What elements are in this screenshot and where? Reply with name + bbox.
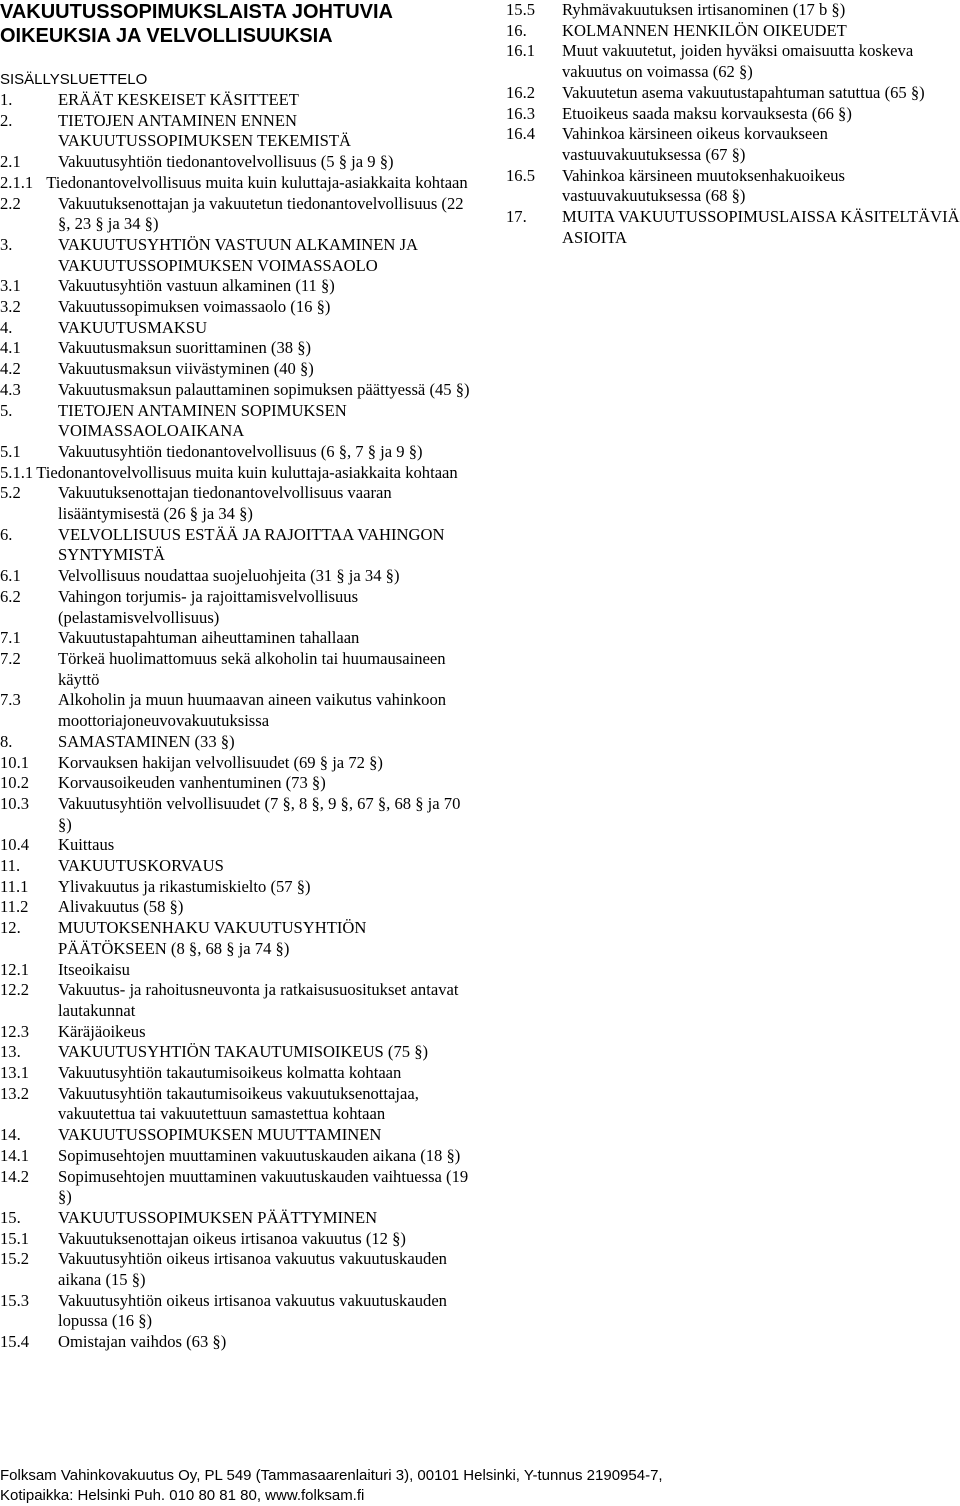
toc-entry-number: 12.1: [0, 959, 30, 979]
toc-entry-number: 14.: [0, 1125, 21, 1145]
toc-entry: [0, 90, 478, 111]
toc-entry: [0, 918, 478, 959]
toc-entry-number: 5.: [0, 400, 13, 420]
toc-entry: [0, 649, 478, 690]
toc-entry: [0, 1291, 478, 1332]
toc-entry-number: 1.: [0, 90, 13, 109]
toc-entry-text: Sopimusehtojen muuttaminen vakuutuskauden vaihtuessa (19 §): [58, 1166, 469, 1207]
toc-entry-number: 6.2: [0, 586, 21, 606]
toc-entry-number: 16.2: [506, 82, 536, 102]
toc-entry-text: Muut vakuutetut, joiden hyväksi omaisuutta koskeva vakuutus on voimassa (62 §): [562, 41, 914, 82]
toc-entry-text: Vahinkoa kärsineen oikeus korvaukseen vastuuvakuutuksessa (67 §): [562, 124, 828, 164]
toc-entry-text: Korvausoikeuden vanhentuminen (73 §): [58, 773, 326, 793]
toc-entry-text: Etuoikeus saada maksu korvauksesta (66 §): [562, 103, 852, 123]
toc-entry-text: MUUTOKSENHAKU VAKUUTUSYHTIÖN PÄÄTÖKSEEN (8 §, 68 § ja 74 §): [58, 918, 367, 958]
toc-entry-number: 2.1.1: [0, 172, 34, 192]
toc-entry: [0, 1229, 478, 1250]
toc-entry: [0, 318, 478, 339]
toc-entry: [506, 166, 960, 207]
toc-entry-text: Vakuutusyhtiön takautumisoikeus vakuutuksenottajaa, vakuutettua tai vakuutettuun samastettua kohtaan: [58, 1083, 419, 1124]
toc-entry-text: Vakuutus- ja rahoitusneuvonta ja ratkaisusuositukset antavat lautakunnat: [58, 980, 459, 1020]
toc-entry-text: TIETOJEN ANTAMINEN SOPIMUKSEN VOIMASSAOLOAIKANA: [58, 400, 347, 441]
toc-entry-number: 16.1: [506, 41, 536, 61]
toc-entry: [0, 980, 478, 1021]
toc-entry-text: Vakuutussopimuksen voimassaolo (16 §): [58, 297, 331, 317]
toc-entry-number: 11.2: [0, 897, 29, 917]
toc-entry-text: ERÄÄT KESKEISET KÄSITTEET: [58, 90, 299, 109]
toc-entry-number: 6.: [0, 524, 13, 544]
toc-entry: [0, 628, 478, 649]
toc-entry-text: Kuittaus: [58, 835, 115, 855]
footer: [0, 1466, 960, 1506]
toc-entry-number: 17.: [506, 207, 527, 227]
toc-entry: [0, 753, 478, 774]
toc-entry: [0, 1146, 478, 1167]
toc-entry-number: 8.: [0, 731, 13, 751]
toc-entry-number: 16.: [506, 20, 527, 40]
toc-entry: [0, 1332, 478, 1353]
toc-entry-number: 3.1: [0, 276, 21, 296]
toc-entry: [506, 21, 960, 42]
toc-entry-text: Vakuutuksenottajan ja vakuutetun tiedonantovelvollisuus (22 §, 23 § ja 34 §): [58, 193, 464, 234]
toc-entry-text: Vakuutuksenottajan tiedonantovelvollisuus vaaran lisääntymisestä (26 § ja 34 §): [58, 483, 392, 524]
toc-entry-number: 12.3: [0, 1021, 30, 1041]
page-title: [0, 0, 440, 48]
toc-entry-number: 12.: [0, 918, 21, 938]
toc-entry-number: 15.3: [0, 1290, 30, 1310]
toc-entry: [506, 104, 960, 125]
toc-entry-text: VAKUUTUSMAKSU: [58, 317, 208, 337]
toc-entry: [0, 194, 478, 235]
toc-entry-text: Vakuutusyhtiön oikeus irtisanoa vakuutus vakuutuskauden aikana (15 §): [58, 1249, 447, 1290]
toc-entry: [506, 83, 960, 104]
toc-entry: [0, 690, 478, 731]
toc-entry-text: Vakuutusyhtiön tiedonantovelvollisuus (6 §, 7 § ja 9 §): [58, 441, 423, 461]
toc-entry-text: Velvollisuus noudattaa suojeluohjeita (31 § ja 34 §): [58, 566, 400, 586]
toc-entry-number: 15.5: [506, 0, 536, 19]
toc-entry: [0, 1125, 478, 1146]
toc-entry: [506, 41, 960, 82]
toc-entry-text: Törkeä huolimattomuus sekä alkoholin tai huumausaineen käyttö: [58, 648, 446, 689]
toc-entry-number: 2.1: [0, 152, 21, 172]
toc-entry-text: Vahingon torjumis- ja rajoittamisvelvollisuus (pelastamisvelvollisuus): [58, 586, 359, 627]
toc-entry-text: TIETOJEN ANTAMINEN ENNEN VAKUUTUSSOPIMUKSEN TEKEMISTÄ: [58, 110, 352, 151]
toc-entry-number: 7.2: [0, 648, 21, 668]
page-title-line-2: OIKEUKSIA JA VELVOLLISUUKSIA: [0, 25, 333, 47]
toc-entry-number: 13.: [0, 1042, 21, 1062]
toc-entry-number: 3.: [0, 234, 13, 254]
toc-entry-number: 12.2: [0, 980, 30, 1000]
toc-entry: [0, 773, 478, 794]
toc-entry: [0, 359, 478, 380]
toc-right-column: [506, 0, 960, 248]
toc-entry-number: 10.4: [0, 835, 30, 855]
toc-entry: [0, 794, 478, 835]
footer-line-2: Kotipaikka: Helsinki Puh. 010 80 81 80, www.folksam.fi: [0, 1487, 365, 1504]
toc-entry-text: KOLMANNEN HENKILÖN OIKEUDET: [562, 20, 847, 40]
toc-entry-text: VAKUUTUSSOPIMUKSEN PÄÄTTYMINEN: [58, 1207, 378, 1227]
toc-entry: [0, 1022, 478, 1043]
toc-entry-text: Vakuutuksenottajan oikeus irtisanoa vakuutus (12 §): [58, 1228, 406, 1248]
toc-entry: [0, 897, 478, 918]
toc-entry-number: 4.2: [0, 359, 21, 379]
toc-entry-number: 7.3: [0, 690, 21, 710]
toc-entry-text: Itseoikaisu: [58, 959, 130, 979]
toc-entry-text: Vakuutusmaksun palauttaminen sopimuksen päättyessä (45 §): [58, 379, 470, 399]
toc-entry-number: 15.: [0, 1207, 21, 1227]
toc-entry-text: Tiedonantovelvollisuus muita kuin kuluttaja-asiakkaita kohtaan: [36, 462, 458, 482]
toc-entry-text: Vakuutetun asema vakuutustapahtuman satuttua (65 §): [562, 82, 925, 102]
toc-entry: [0, 1249, 478, 1290]
toc-entry-text: VAKUUTUSSOPIMUKSEN MUUTTAMINEN: [58, 1125, 382, 1145]
toc-entry-text: Vakuutusmaksun viivästyminen (40 §): [58, 359, 314, 379]
toc-entry-text: Käräjäoikeus: [58, 1021, 146, 1041]
toc-entry: [0, 401, 478, 442]
toc-entry: [0, 1167, 478, 1208]
toc-entry-number: 5.1.1: [0, 462, 34, 482]
toc-entry-number: 13.2: [0, 1083, 30, 1103]
toc-entry: [506, 124, 960, 165]
toc-entry: [0, 566, 478, 587]
toc-entry-number: 15.2: [0, 1249, 30, 1269]
toc-entry: [0, 483, 478, 524]
toc-left-column: [0, 90, 478, 1353]
toc-entry-text: Vakuutusyhtiön velvollisuudet (7 §, 8 §, 9 §, 67 §, 68 § ja 70 §): [58, 793, 461, 834]
toc-entry-text: Vakuutusyhtiön tiedonantovelvollisuus (5 § ja 9 §): [58, 152, 394, 172]
toc-entry-text: Vahinkoa kärsineen muutoksenhakuoikeus vastuuvakuutuksessa (68 §): [562, 165, 845, 206]
toc-entry-text: Vakuutustapahtuman aiheuttaminen tahallaan: [58, 628, 360, 648]
toc-entry-number: 10.1: [0, 752, 30, 772]
toc-entry-number: 4.: [0, 317, 13, 337]
toc-entry-number: 5.2: [0, 483, 21, 503]
toc-entry-text: VELVOLLISUUS ESTÄÄ JA RAJOITTAA VAHINGON SYNTYMISTÄ: [58, 524, 445, 565]
toc-entry-text: Omistajan vaihdos (63 §): [58, 1332, 227, 1352]
toc-entry-text: Sopimusehtojen muuttaminen vakuutuskauden aikana (18 §): [58, 1145, 461, 1165]
toc-entry: [0, 1063, 478, 1084]
toc-entry: [0, 732, 478, 753]
toc-entry-number: 13.1: [0, 1063, 30, 1083]
toc-entry: [0, 856, 478, 877]
toc-entry: [0, 1042, 478, 1063]
toc-entry: [0, 276, 478, 297]
toc-entry-number: 15.4: [0, 1332, 30, 1352]
toc-entry-number: 4.1: [0, 338, 21, 358]
toc-entry: [0, 173, 478, 194]
toc-entry: [0, 463, 478, 484]
toc-entry-number: 10.2: [0, 773, 30, 793]
toc-entry: [0, 587, 478, 628]
toc-entry: [0, 835, 478, 856]
toc-entry-text: Korvauksen hakijan velvollisuudet (69 § ja 72 §): [58, 752, 383, 772]
toc-entry-text: Ryhmävakuutuksen irtisanominen (17 b §): [562, 0, 846, 19]
footer-line-1: Folksam Vahinkovakuutus Oy, PL 549 (Tammasaarenlaituri 3), 00101 Helsinki, Y-tunnus 2190954-7,: [0, 1467, 663, 1484]
toc-entry: [0, 877, 478, 898]
toc-entry-text: VAKUUTUSYHTIÖN TAKAUTUMISOIKEUS (75 §): [58, 1042, 429, 1062]
toc-entry-text: VAKUUTUSKORVAUS: [58, 856, 224, 876]
toc-entry-number: 16.3: [506, 103, 536, 123]
toc-entry-text: Vakuutusyhtiön vastuun alkaminen (11 §): [58, 276, 335, 296]
toc-entry-text: VAKUUTUSYHTIÖN VASTUUN ALKAMINEN JA VAKUUTUSSOPIMUKSEN VOIMASSAOLO: [58, 234, 418, 275]
toc-entry: [0, 297, 478, 318]
toc-entry: [0, 1208, 478, 1229]
toc-entry-text: Vakuutusyhtiön takautumisoikeus kolmatta kohtaan: [58, 1063, 402, 1083]
toc-entry-number: 4.3: [0, 379, 21, 399]
toc-entry: [0, 1084, 478, 1125]
toc-entry: [0, 111, 478, 152]
toc-entry-text: Vakuutusyhtiön oikeus irtisanoa vakuutus vakuutuskauden lopussa (16 §): [58, 1290, 447, 1331]
toc-entry-number: 16.4: [506, 124, 536, 144]
toc-entry: [0, 235, 478, 276]
toc-entry: [506, 207, 960, 248]
toc-entry-number: 11.: [0, 856, 21, 876]
toc-entry-text: Ylivakuutus ja rikastumiskielto (57 §): [58, 876, 311, 896]
toc-entry-number: 2.2: [0, 193, 21, 213]
toc-entry: [506, 0, 960, 21]
toc-entry: [0, 442, 478, 463]
toc-entry: [0, 152, 478, 173]
toc-entry: [0, 525, 478, 566]
toc-entry-text: SAMASTAMINEN (33 §): [58, 731, 235, 751]
toc-entry-number: 15.1: [0, 1228, 30, 1248]
toc-entry-text: Tiedonantovelvollisuus muita kuin kuluttaja-asiakkaita kohtaan: [46, 172, 468, 192]
toc-heading: SISÄLLYSLUETTELO: [0, 71, 148, 88]
toc-entry-number: 16.5: [506, 165, 536, 185]
toc-entry-text: MUITA VAKUUTUSSOPIMUSLAISSA KÄSITELTÄVIÄ ASIOITA: [562, 207, 960, 247]
toc-entry-number: 5.1: [0, 441, 21, 461]
toc-entry-text: Alivakuutus (58 §): [58, 897, 184, 917]
toc-entry-number: 3.2: [0, 297, 21, 317]
toc-entry-number: 2.: [0, 110, 13, 130]
toc-entry-text: Vakuutusmaksun suorittaminen (38 §): [58, 338, 312, 358]
page-title-line-1: VAKUUTUSSOPIMUKSLAISTA JOHTUVIA: [0, 1, 393, 23]
toc-entry-text: Alkoholin ja muun huumaavan aineen vaikutus vahinkoon moottoriajoneuvovakuutuksissa: [58, 690, 447, 731]
toc-entry-number: 11.1: [0, 876, 29, 896]
toc-entry-number: 7.1: [0, 628, 21, 648]
toc-entry-number: 14.2: [0, 1166, 30, 1186]
toc-entry: [0, 960, 478, 981]
toc-entry-number: 10.3: [0, 793, 30, 813]
toc-entry: [0, 338, 478, 359]
toc-entry: [0, 380, 478, 401]
toc-entry-number: 6.1: [0, 566, 21, 586]
toc-entry-number: 14.1: [0, 1145, 30, 1165]
